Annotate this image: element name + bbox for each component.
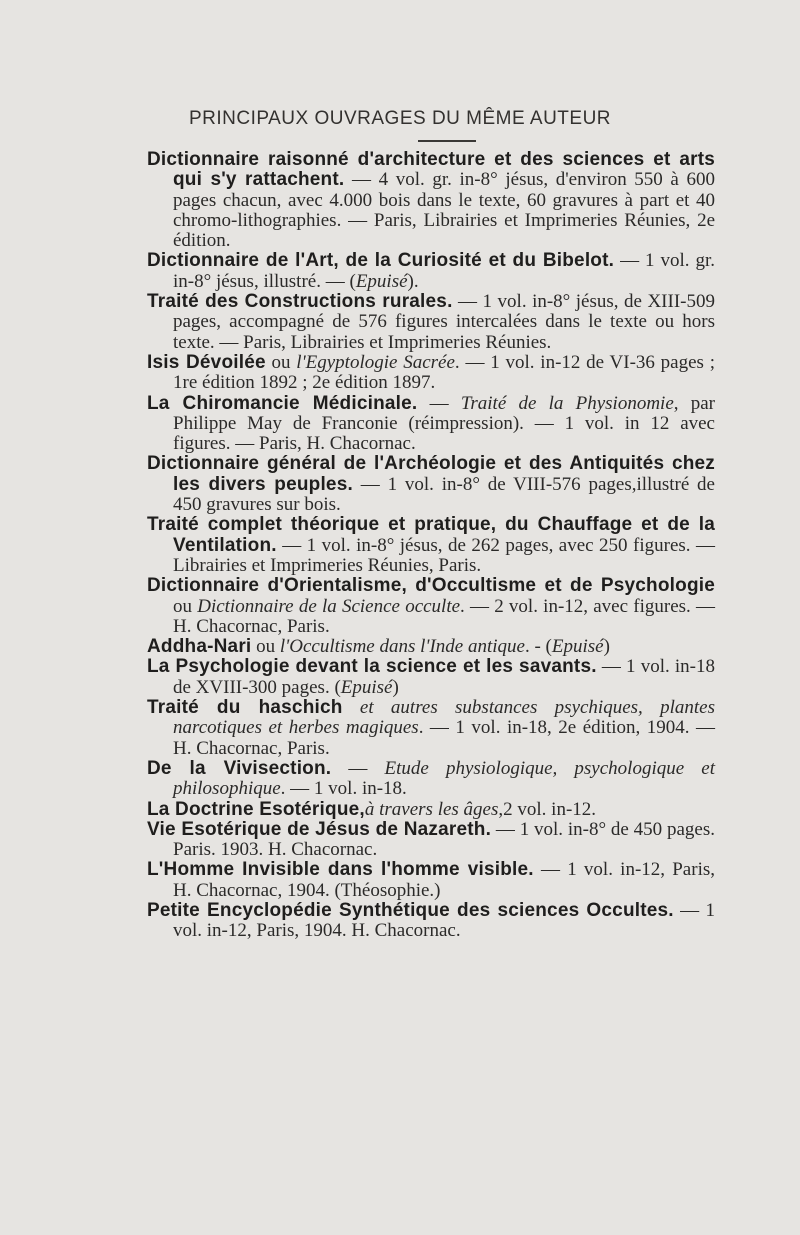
work-title: Dictionnaire général de l'Archéologie et des Antiquités chez les divers peuples. [147,453,715,495]
works-list [147,150,715,942]
work-details: — [331,757,385,779]
work-details: . - ( [524,636,552,658]
work-subtitle-italic: Etude physiologique, psychologique et philosophique [173,757,715,800]
work-entry [147,251,715,292]
heading-rule [418,140,476,142]
work-details: , par Philippe May de Franconie (réimpression). — 1 vol. in 12 avec figures. — Paris, H. Chacornac. [173,392,716,455]
work-title: Traité du haschich [147,697,343,719]
work-entry [147,292,715,353]
work-subtitle-italic: Dictionnaire de la Science occulte [197,595,461,617]
work-details: ou [265,351,297,373]
work-details: ) [392,676,399,698]
work-details: ). [407,270,419,292]
work-entry [147,759,715,800]
work-details: — 1 vol. in-8° jésus, de XIII-509 pages, accompagné de 576 figures intercalées dans le texte ou hors texte. — Paris, Librairies et Imprimeries Réunies. [173,291,715,353]
work-entry [147,515,715,576]
work-note-italic: Epuisé [551,636,604,658]
work-title: Traité complet théorique et pratique, du Chauffage et de la Ventilation. [147,514,715,556]
work-details: — 1 vol. gr. in-8° jésus, illustré. — ( [173,250,715,292]
work-details: . — 2 vol. in-12, avec figures. — H. Chacornac, Paris. [173,595,715,637]
work-details: — 1 vol. in-12, Paris, 1904. H. Chacornac. [173,899,716,942]
work-entry [147,860,715,901]
work-details: ou [173,595,198,617]
work-title: Dictionnaire raisonné d'architecture et des sciences et arts qui s'y rattachent. [147,149,715,191]
work-title: De la Vivisection. [147,757,332,779]
work-subtitle-italic: à travers les âges [364,798,499,820]
work-details: ,2 vol. in-12. [498,798,597,820]
work-subtitle-italic: Traité de la Physionomie [460,392,674,414]
work-details: — 1 vol. in-8° de VIII-576 pages,illustré de 450 gravures sur bois. [173,473,715,516]
work-entry [147,394,715,455]
work-title: Isis Dévoilée [147,351,266,373]
work-details [343,697,360,718]
work-details: ) [603,636,610,658]
work-details: . — 1 vol. in-18. [280,778,407,800]
work-entry [147,353,715,394]
work-entry [147,800,715,820]
work-subtitle-italic: l'Occultisme dans l'Inde antique [279,636,525,658]
work-entry [147,637,715,657]
work-details: — 1 vol. in-8° de 450 pages. Paris. 1903. H. Chacornac. [173,818,715,861]
work-title: L'Homme Invisible dans l'homme visible. [147,859,534,881]
work-details: . — 1 vol. in-18, 2e édition, 1904. — H. Chacornac, Paris. [173,717,715,759]
work-details: — 1 vol. in-12, Paris, H. Chacornac, 1904. (Théosophie.) [173,859,715,901]
work-title: Addha-Nari [147,636,252,658]
work-title: Dictionnaire de l'Art, de la Curiosité et du Bibelot. [147,250,615,272]
work-title: Vie Esotérique de Jésus de Nazareth. [147,818,492,840]
work-details: . — 1 vol. in-12 de VI-36 pages ; 1re édition 1892 ; 2e édition 1897. [173,351,715,394]
work-entry [147,820,715,861]
work-title: Petite Encyclopédie Synthétique des sciences Occultes. [147,899,674,921]
work-title: Dictionnaire d'Orientalisme, d'Occultisme et de Psychologie [147,575,715,597]
work-entry [147,698,715,759]
work-entry [147,657,715,698]
work-subtitle-italic: l'Egyptologie Sacrée [296,351,455,373]
work-details: — 1 vol. in-8° jésus, de 262 pages, avec 250 figures. — Librairies et Imprimeries Réunies, Paris. [173,534,715,576]
work-title: Traité des Constructions rurales. [147,291,453,313]
work-entry [147,901,715,942]
work-title: La Doctrine Esotérique, [147,798,365,820]
work-note-italic: Epuisé [355,270,408,292]
work-entry [147,454,715,515]
page-heading: PRINCIPAUX OUVRAGES DU MÊME AUTEUR [188,108,612,129]
work-subtitle-italic: et autres substances psychiques, plantes narcotiques et herbes magiques [173,697,715,739]
work-details: — [417,392,461,414]
work-details: — 1 vol. in-18 de XVIII-300 pages. ( [173,656,715,698]
work-details: — 4 vol. gr. in-8° jésus, d'environ 550 à 600 pages chacun, avec 4.000 bois dans le texte, 60 gravures à part et 40 chromo-lithographies. — Paris, Librairies et Imprimeries Réunies, 2e édition. [173,169,715,252]
work-title: La Chiromancie Médicinale. [147,392,418,414]
work-details: ou [251,636,280,658]
work-title: La Psychologie devant la science et les savants. [147,656,597,678]
work-note-italic: Epuisé [340,676,393,698]
work-entry [147,150,715,251]
work-entry [147,576,715,637]
